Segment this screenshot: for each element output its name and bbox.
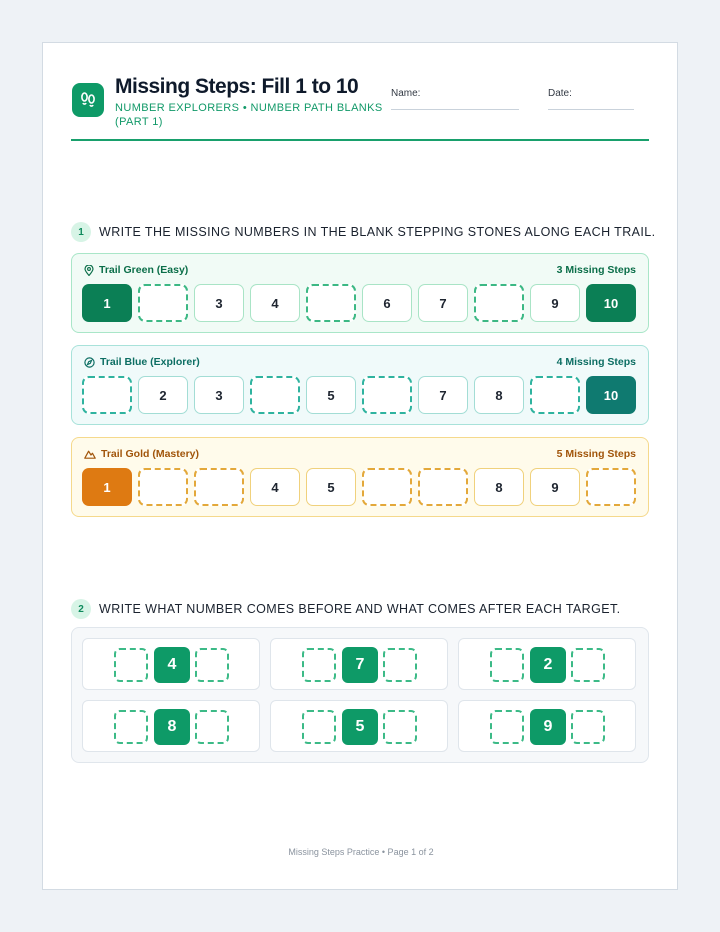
after-number-input[interactable]	[383, 710, 417, 744]
before-number-input[interactable]	[490, 648, 524, 682]
trail-gold-name: Trail Gold (Mastery)	[101, 448, 200, 460]
number-stone: 3	[194, 284, 244, 322]
trail-blue-count: 4 Missing Steps	[556, 356, 636, 368]
name-field[interactable]	[391, 109, 519, 110]
before-number-input[interactable]	[302, 648, 336, 682]
blank-stone-input[interactable]	[82, 376, 132, 414]
target-card	[82, 700, 260, 752]
trail-blue	[71, 345, 649, 425]
worksheet-header	[71, 71, 649, 141]
mountain-icon	[84, 449, 96, 459]
name-label: Name:	[391, 88, 421, 99]
target-number: 9	[530, 709, 566, 745]
section-1-number: 1	[71, 222, 91, 242]
number-stone: 7	[418, 376, 468, 414]
target-number: 5	[342, 709, 378, 745]
page-subtitle: NUMBER EXPLORERS • NUMBER PATH BLANKS (PART 1)	[115, 102, 383, 128]
page-title: Missing Steps: Fill 1 to 10	[115, 75, 359, 98]
before-after-grid	[71, 627, 649, 763]
target-number: 4	[154, 647, 190, 683]
number-stone: 5	[306, 376, 356, 414]
number-stone: 10	[586, 376, 636, 414]
footprints-icon	[72, 83, 104, 117]
number-stone: 5	[306, 468, 356, 506]
date-label: Date:	[548, 88, 572, 99]
number-stone: 1	[82, 468, 132, 506]
target-card	[458, 638, 636, 690]
blank-stone-input[interactable]	[138, 468, 188, 506]
blank-stone-input[interactable]	[418, 468, 468, 506]
number-stone: 6	[362, 284, 412, 322]
trail-green-count: 3 Missing Steps	[556, 264, 636, 276]
number-stone: 9	[530, 468, 580, 506]
after-number-input[interactable]	[571, 710, 605, 744]
target-number: 2	[530, 647, 566, 683]
before-number-input[interactable]	[114, 648, 148, 682]
after-number-input[interactable]	[383, 648, 417, 682]
section-2-number: 2	[71, 599, 91, 619]
worksheet-page	[42, 42, 678, 890]
blank-stone-input[interactable]	[306, 284, 356, 322]
date-field[interactable]	[548, 109, 634, 110]
before-number-input[interactable]	[302, 710, 336, 744]
section-1-title: WRITE THE MISSING NUMBERS IN THE BLANK STEPPING STONES ALONG EACH TRAIL.	[99, 225, 656, 239]
trail-blue-name: Trail Blue (Explorer)	[100, 356, 200, 368]
number-stone: 3	[194, 376, 244, 414]
number-stone: 4	[250, 468, 300, 506]
blank-stone-input[interactable]	[586, 468, 636, 506]
trail-gold-count: 5 Missing Steps	[556, 448, 636, 460]
blank-stone-input[interactable]	[194, 468, 244, 506]
blank-stone-input[interactable]	[138, 284, 188, 322]
before-number-input[interactable]	[490, 710, 524, 744]
number-stone: 4	[250, 284, 300, 322]
map-pin-icon	[84, 265, 94, 276]
target-number: 7	[342, 647, 378, 683]
after-number-input[interactable]	[571, 648, 605, 682]
blank-stone-input[interactable]	[530, 376, 580, 414]
trail-gold	[71, 437, 649, 517]
number-stone: 1	[82, 284, 132, 322]
blank-stone-input[interactable]	[474, 284, 524, 322]
target-card	[270, 700, 448, 752]
page-footer: Missing Steps Practice • Page 1 of 2	[288, 847, 434, 857]
target-number: 8	[154, 709, 190, 745]
trail-blue-stones	[82, 376, 638, 416]
compass-icon	[84, 357, 95, 368]
trail-green-name: Trail Green (Easy)	[99, 264, 189, 276]
target-card	[82, 638, 260, 690]
trail-green-stones	[82, 284, 638, 324]
section-2-heading	[71, 599, 620, 619]
before-number-input[interactable]	[114, 710, 148, 744]
number-stone: 7	[418, 284, 468, 322]
number-stone: 9	[530, 284, 580, 322]
after-number-input[interactable]	[195, 710, 229, 744]
blank-stone-input[interactable]	[362, 468, 412, 506]
number-stone: 10	[586, 284, 636, 322]
number-stone: 8	[474, 468, 524, 506]
section-1-heading	[71, 222, 655, 242]
target-card	[270, 638, 448, 690]
trail-green	[71, 253, 649, 333]
blank-stone-input[interactable]	[250, 376, 300, 414]
target-card	[458, 700, 636, 752]
section-2-title: WRITE WHAT NUMBER COMES BEFORE AND WHAT COMES AFTER EACH TARGET.	[99, 602, 621, 616]
after-number-input[interactable]	[195, 648, 229, 682]
number-stone: 2	[138, 376, 188, 414]
number-stone: 8	[474, 376, 524, 414]
blank-stone-input[interactable]	[362, 376, 412, 414]
trail-gold-stones	[82, 468, 638, 508]
